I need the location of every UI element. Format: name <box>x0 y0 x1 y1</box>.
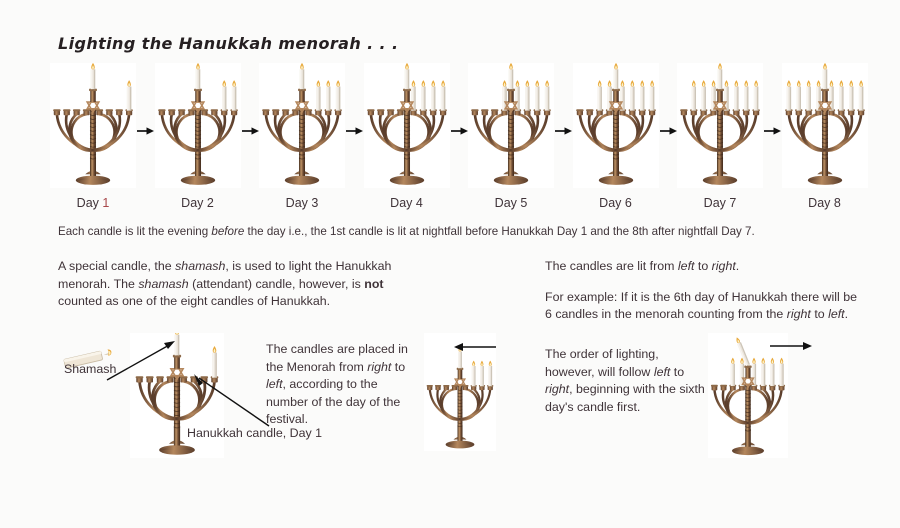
day-label-8 <box>782 196 868 210</box>
arrow-right-icon-5 <box>555 125 572 137</box>
day-label-prefix: Day <box>285 196 312 210</box>
right-em-right: right <box>711 259 736 273</box>
arrow-right-icon-6 <box>660 125 677 137</box>
day-label-number: 7 <box>729 196 737 210</box>
right-em-left: left <box>677 259 695 273</box>
day-panel-6 <box>573 63 659 188</box>
day-label-prefix: Day <box>76 196 103 210</box>
menorah-day-1 <box>50 63 136 188</box>
day-panel-4 <box>364 63 450 188</box>
arrow-right-icon-7 <box>764 125 781 137</box>
day-label-7 <box>677 196 763 210</box>
right-paragraph-2 <box>545 289 860 324</box>
right-column <box>545 258 860 337</box>
left-bold-not: not <box>364 276 384 291</box>
note-part1: Each candle is lit the evening <box>58 225 212 238</box>
hanukkah-candle-pointer-icon <box>185 370 275 432</box>
br-b: to <box>670 364 685 379</box>
day-label-5 <box>468 196 554 210</box>
arrow-right-icon-2 <box>242 125 259 137</box>
arrow-right-icon-4 <box>451 125 468 137</box>
arrow-left-icon <box>452 341 498 353</box>
day-panel-7 <box>677 63 763 188</box>
right-p1a: The candles are lit from <box>545 259 678 273</box>
right-p2b: to <box>810 307 829 321</box>
day-label-prefix: Day <box>808 196 834 210</box>
br-em-left: left <box>653 364 671 379</box>
day-label-4 <box>364 196 450 210</box>
menorah-day-7 <box>677 63 763 188</box>
shamash-label: Shamash <box>64 362 117 376</box>
day-label-prefix: Day <box>494 196 521 210</box>
day-panel-5 <box>468 63 554 188</box>
day-label-number: 1 <box>102 196 110 210</box>
day-panel-8 <box>782 63 868 188</box>
right-p2c: . <box>844 307 849 321</box>
day-label-number: 4 <box>415 196 423 210</box>
menorah-day-3 <box>259 63 345 188</box>
day-label-3 <box>259 196 345 210</box>
day-label-row <box>0 196 900 214</box>
right-paragraph-1 <box>545 258 860 276</box>
right-em-right-2: right <box>786 307 811 321</box>
br-em-right: right <box>545 382 570 396</box>
right-p2a: For example: If it is the 6th day of Hanukkah there will be 6 candles in the menorah counting from the <box>545 289 857 321</box>
menorah-day-2 <box>155 63 241 188</box>
left-column-paragraph <box>58 258 418 311</box>
right-em-left-2: left <box>828 307 845 321</box>
day-label-number: 3 <box>311 196 319 210</box>
day-label-1 <box>50 196 136 210</box>
left-em-shamash-2: shamash <box>138 276 189 291</box>
arrow-right-icon-1 <box>137 125 154 137</box>
day-label-number: 8 <box>833 196 841 210</box>
day-label-prefix: Day <box>390 196 416 210</box>
day-label-prefix: Day <box>703 196 730 210</box>
day-label-prefix: Day <box>181 196 207 210</box>
day-panel-2 <box>155 63 241 188</box>
day-label-number: 5 <box>520 196 528 210</box>
menorah-day-4 <box>364 63 450 188</box>
note-line <box>58 224 858 240</box>
day-label-6 <box>573 196 659 210</box>
note-em-before: before <box>211 225 245 238</box>
bottom-right-paragraph <box>545 346 710 416</box>
mid-b: to <box>391 359 406 374</box>
day-panel-3 <box>259 63 345 188</box>
left-p1b: , is used to light the Hanukkah menorah. The <box>58 259 392 291</box>
menorah-day-5 <box>468 63 554 188</box>
menorah-day-6 <box>573 63 659 188</box>
day-label-prefix: Day <box>599 196 625 210</box>
br-a: The order of lighting, however, will follow <box>545 347 659 379</box>
day-label-number: 6 <box>624 196 632 210</box>
right-p1b: to <box>694 259 712 273</box>
day-label-2 <box>155 196 241 210</box>
middle-column-paragraph <box>266 341 416 429</box>
day-strip <box>0 63 900 188</box>
menorah-day-8 <box>782 63 868 188</box>
arrow-right-icon-3 <box>346 125 363 137</box>
mid-c: , according to the number of the day of the festival. <box>266 377 401 426</box>
arrow-right-icon-order <box>768 340 814 352</box>
mid-em-right: right <box>367 359 392 374</box>
left-p1c: (attendant) candle, however, is <box>188 276 365 291</box>
shamash-pointer-icon <box>105 338 185 384</box>
note-part2: the day i.e., the 1st candle is lit at nightfall before Hanukkah Day 1 and the 8th after nightfall Day 7. <box>244 225 755 238</box>
mid-em-left: left <box>266 377 283 391</box>
day-label-number: 2 <box>206 196 214 210</box>
day-panel-1 <box>50 63 136 188</box>
page-title: Lighting the Hanukkah menorah . . . <box>58 34 399 53</box>
left-em-shamash-1: shamash <box>175 259 226 273</box>
left-p1a: A special candle, the <box>58 259 176 273</box>
hanukkah-candle-label: Hanukkah candle, Day 1 <box>187 426 323 440</box>
left-p1d: counted as one of the eight candles of Hanukkah. <box>58 294 331 308</box>
right-p1c: . <box>735 259 740 273</box>
mid-a: The candles are placed in the Menorah from <box>266 342 408 374</box>
br-c: , beginning with the sixth day's candle first. <box>545 382 705 414</box>
